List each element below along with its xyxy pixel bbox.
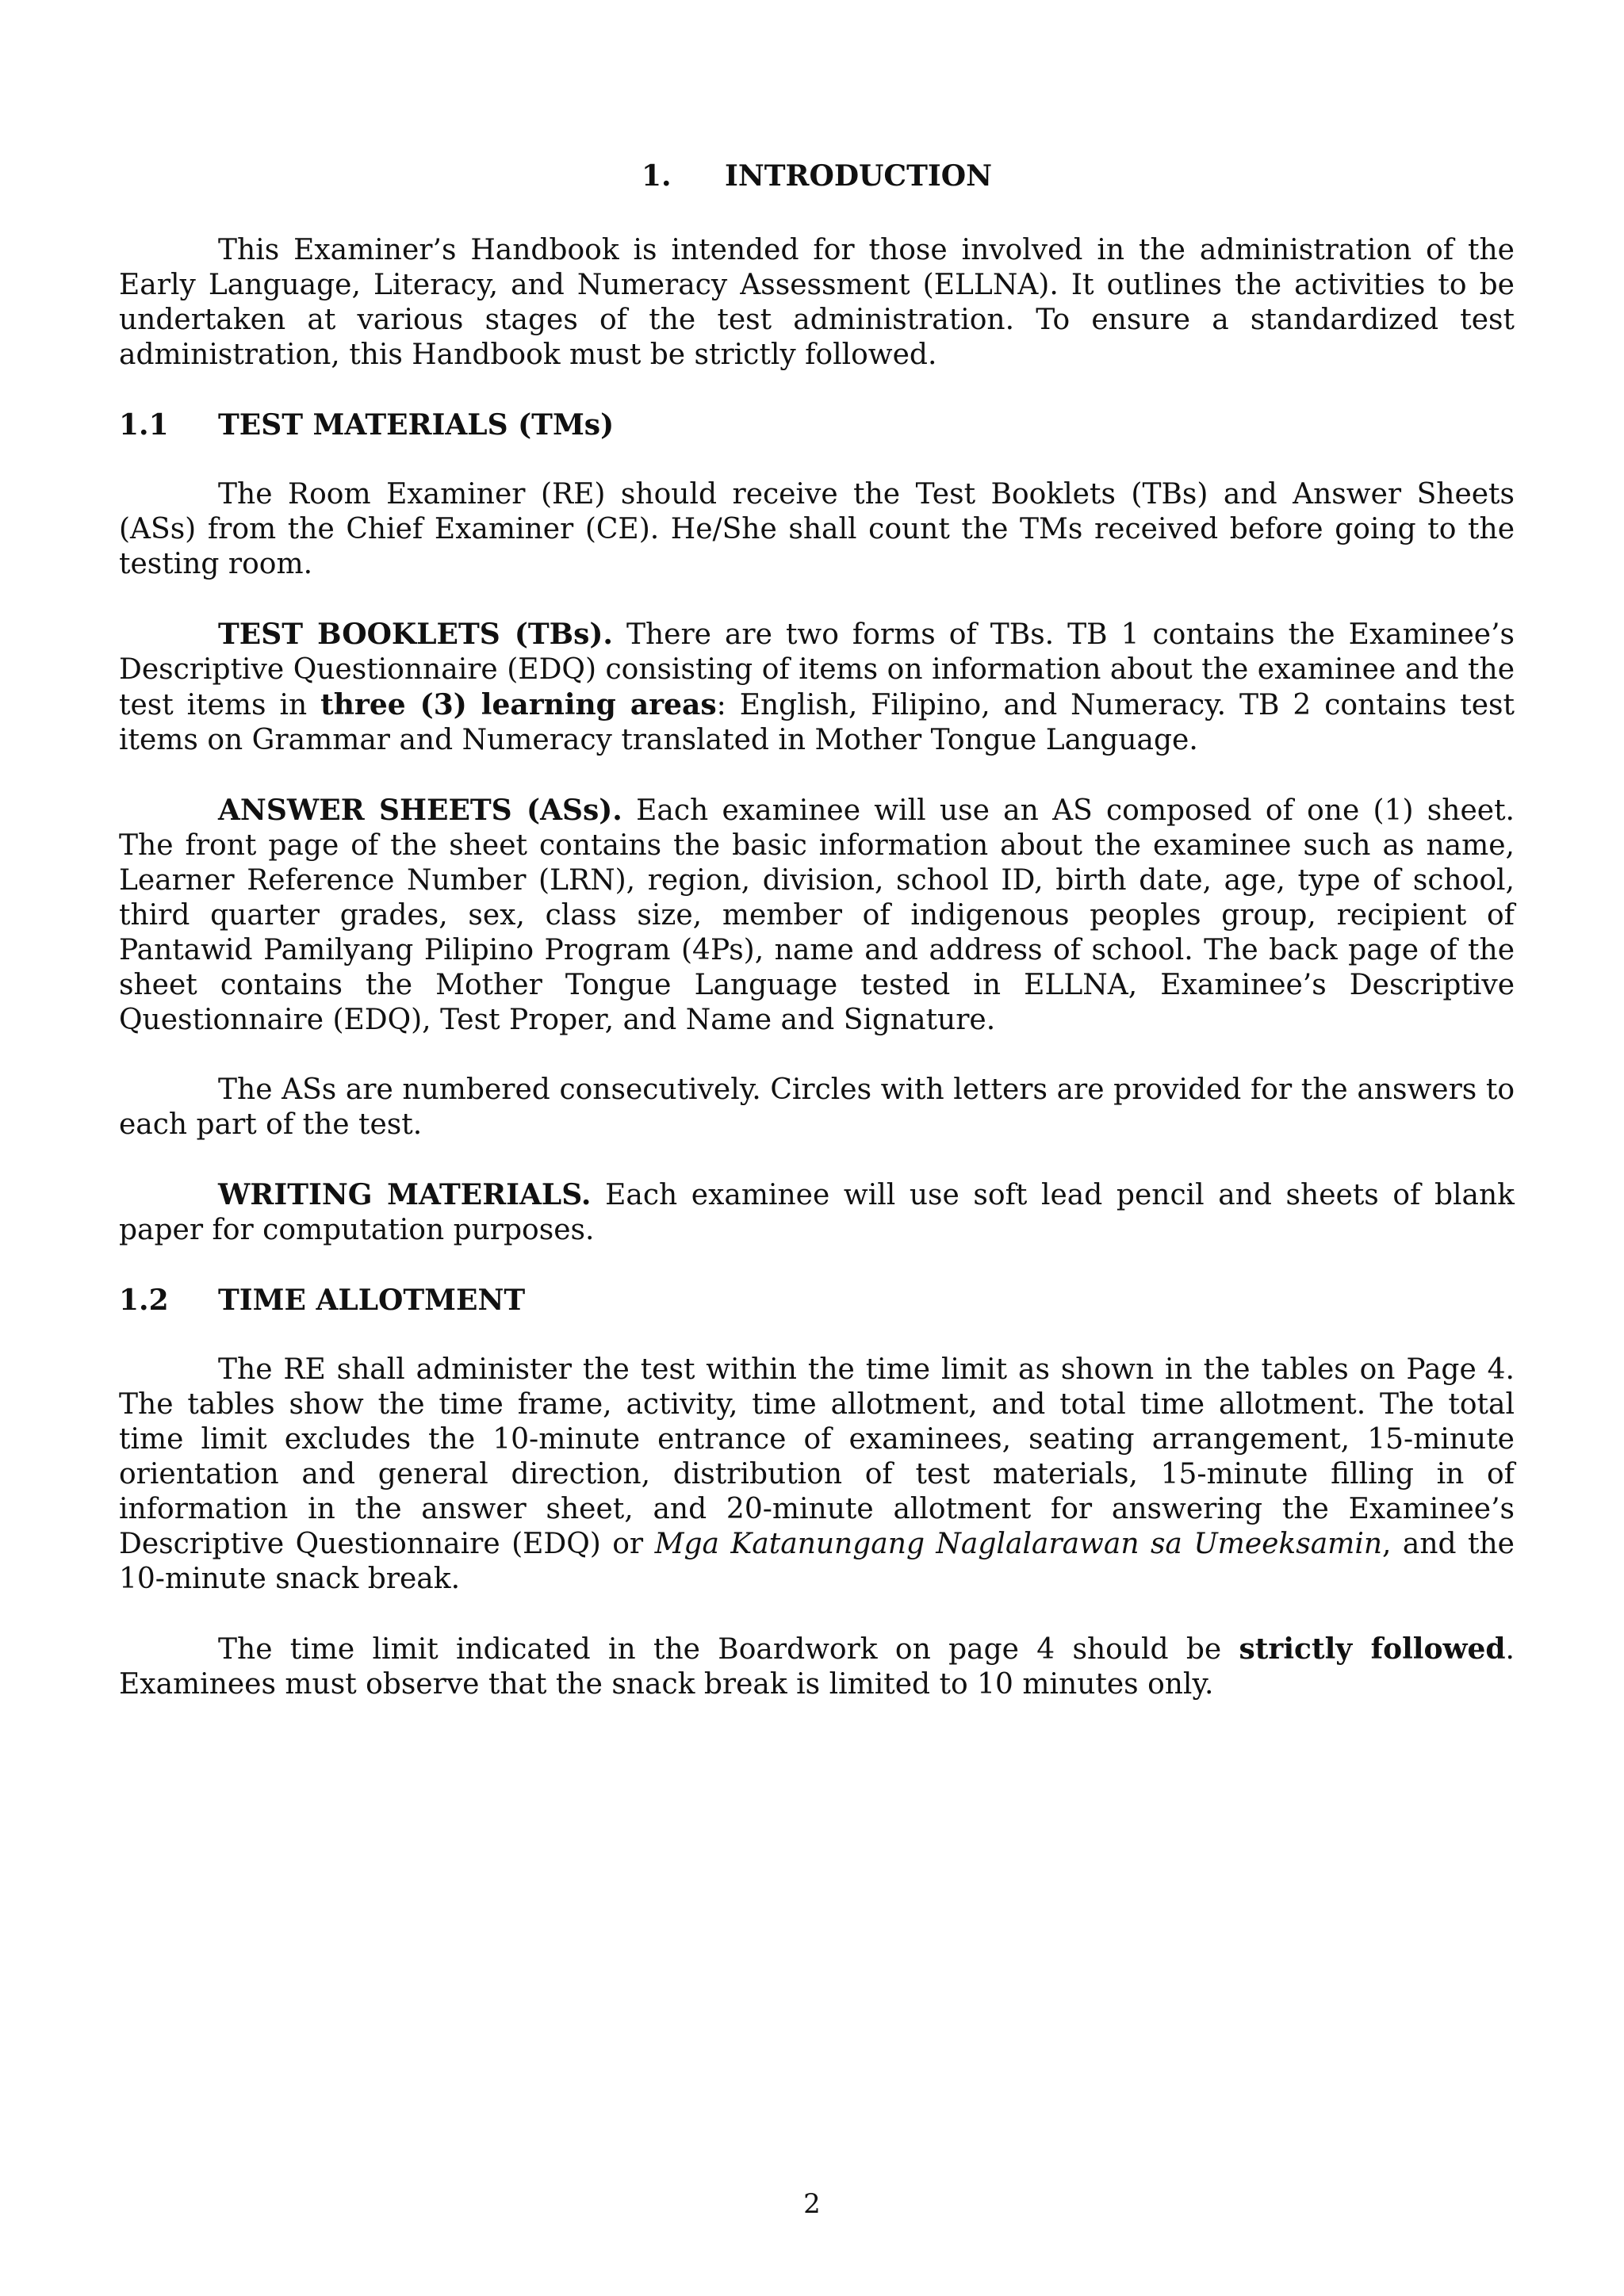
page-number: 2 [803,2188,821,2220]
test-booklets-text-b: : English, Filipino, and Numeracy. TB 2 contains test items on Grammar and Numeracy translated in Mother Tongue Language. [119,689,1515,756]
section-title: TEST MATERIALS (TMs) [218,408,615,442]
section-number: 1.2 [119,1284,169,1317]
test-booklets-paragraph [119,617,1515,758]
section-title: TIME ALLOTMENT [218,1284,526,1317]
answer-sheets-text: Each examinee will use an AS composed of one (1) sheet. The front page of the sheet contains the basic information about the examinee such as name, Learner Reference Number (LRN), region, division, school ID, birth date, age, type of school, third quarter grades, sex, class size, member of indigenous peoples group, recipient of Pantawid Pamilyang Pilipino Program (4Ps), name and address of school. The back page of the sheet contains the Mother Tongue Language tested in ELLNA, Examinee’s Descriptive Questionnaire (EDQ), Test Proper, and Name and Signature. [119,794,1515,1036]
strictly-followed-emphasis: strictly followed [1239,1632,1506,1666]
section-heading-time-allotment [119,1283,1515,1318]
title-number: 1. [642,159,672,193]
writing-materials-label: WRITING MATERIALS. [218,1178,592,1211]
page-title [119,159,1515,193]
time-limit-text-b: . Examinees must observe that the snack break is limited to 10 minutes only. [119,1633,1515,1701]
answer-sheets-paragraph [119,793,1515,1038]
answer-sheets-numbered-paragraph: The ASs are numbered consecutively. Circles with letters are provided for the answers to each part of the test. [119,1073,1515,1141]
time-limit-text-a: The time limit indicated in the Boardwork on page 4 should be [218,1633,1222,1666]
answer-sheets-label: ANSWER SHEETS (ASs). [218,794,622,827]
writing-materials-paragraph [119,1177,1515,1248]
section-heading-test-materials [119,408,1515,442]
writing-materials-text: Each examinee will use soft lead pencil and sheets of blank paper for computation purposes. [119,1179,1515,1246]
time-allotment-paragraph [119,1353,1515,1597]
time-limit-paragraph [119,1632,1515,1702]
section-number: 1.1 [119,408,169,442]
time-allotment-text-b: , and the 10-minute snack break. [119,1528,1515,1595]
edq-filipino-title: Mga Katanungang Naglalarawan sa Umeeksamin [654,1528,1383,1560]
time-allotment-text-a: The RE shall administer the test within the time limit as shown in the tables on Page 4. The tables show the time frame, activity, time allotment, and total time allotment. The total time limit excludes the 10-minute entrance of examinees, seating arrangement, 15-minute orientation and general direction, distribution of test materials, 15-minute filling in of information in the answer sheet, and 20-minute allotment for answering the Examinee’s Descriptive Questionnaire (EDQ) or [119,1353,1515,1560]
test-booklets-text-a: There are two forms of TBs. TB 1 contains the Examinee’s Descriptive Questionnaire (EDQ) consisting of items on information about the examinee and the test items in [119,618,1515,721]
test-materials-paragraph: The Room Examiner (RE) should receive the Test Booklets (TBs) and Answer Sheets (ASs) from the Chief Examiner (CE). He/She shall count the TMs received before going to the testing room. [119,478,1515,580]
intro-paragraph: This Examiner’s Handbook is intended for those involved in the administration of the Early Language, Literacy, and Numeracy Assessment (ELLNA). It outlines the activities to be undertaken at various stages of the test administration. To ensure a standardized test administration, this Handbook must be strictly followed. [119,234,1515,371]
test-booklets-label: TEST BOOKLETS (TBs). [218,618,613,651]
document-page [119,159,1515,1737]
title-text: INTRODUCTION [725,159,992,193]
learning-areas-emphasis: three (3) learning areas [320,688,717,721]
